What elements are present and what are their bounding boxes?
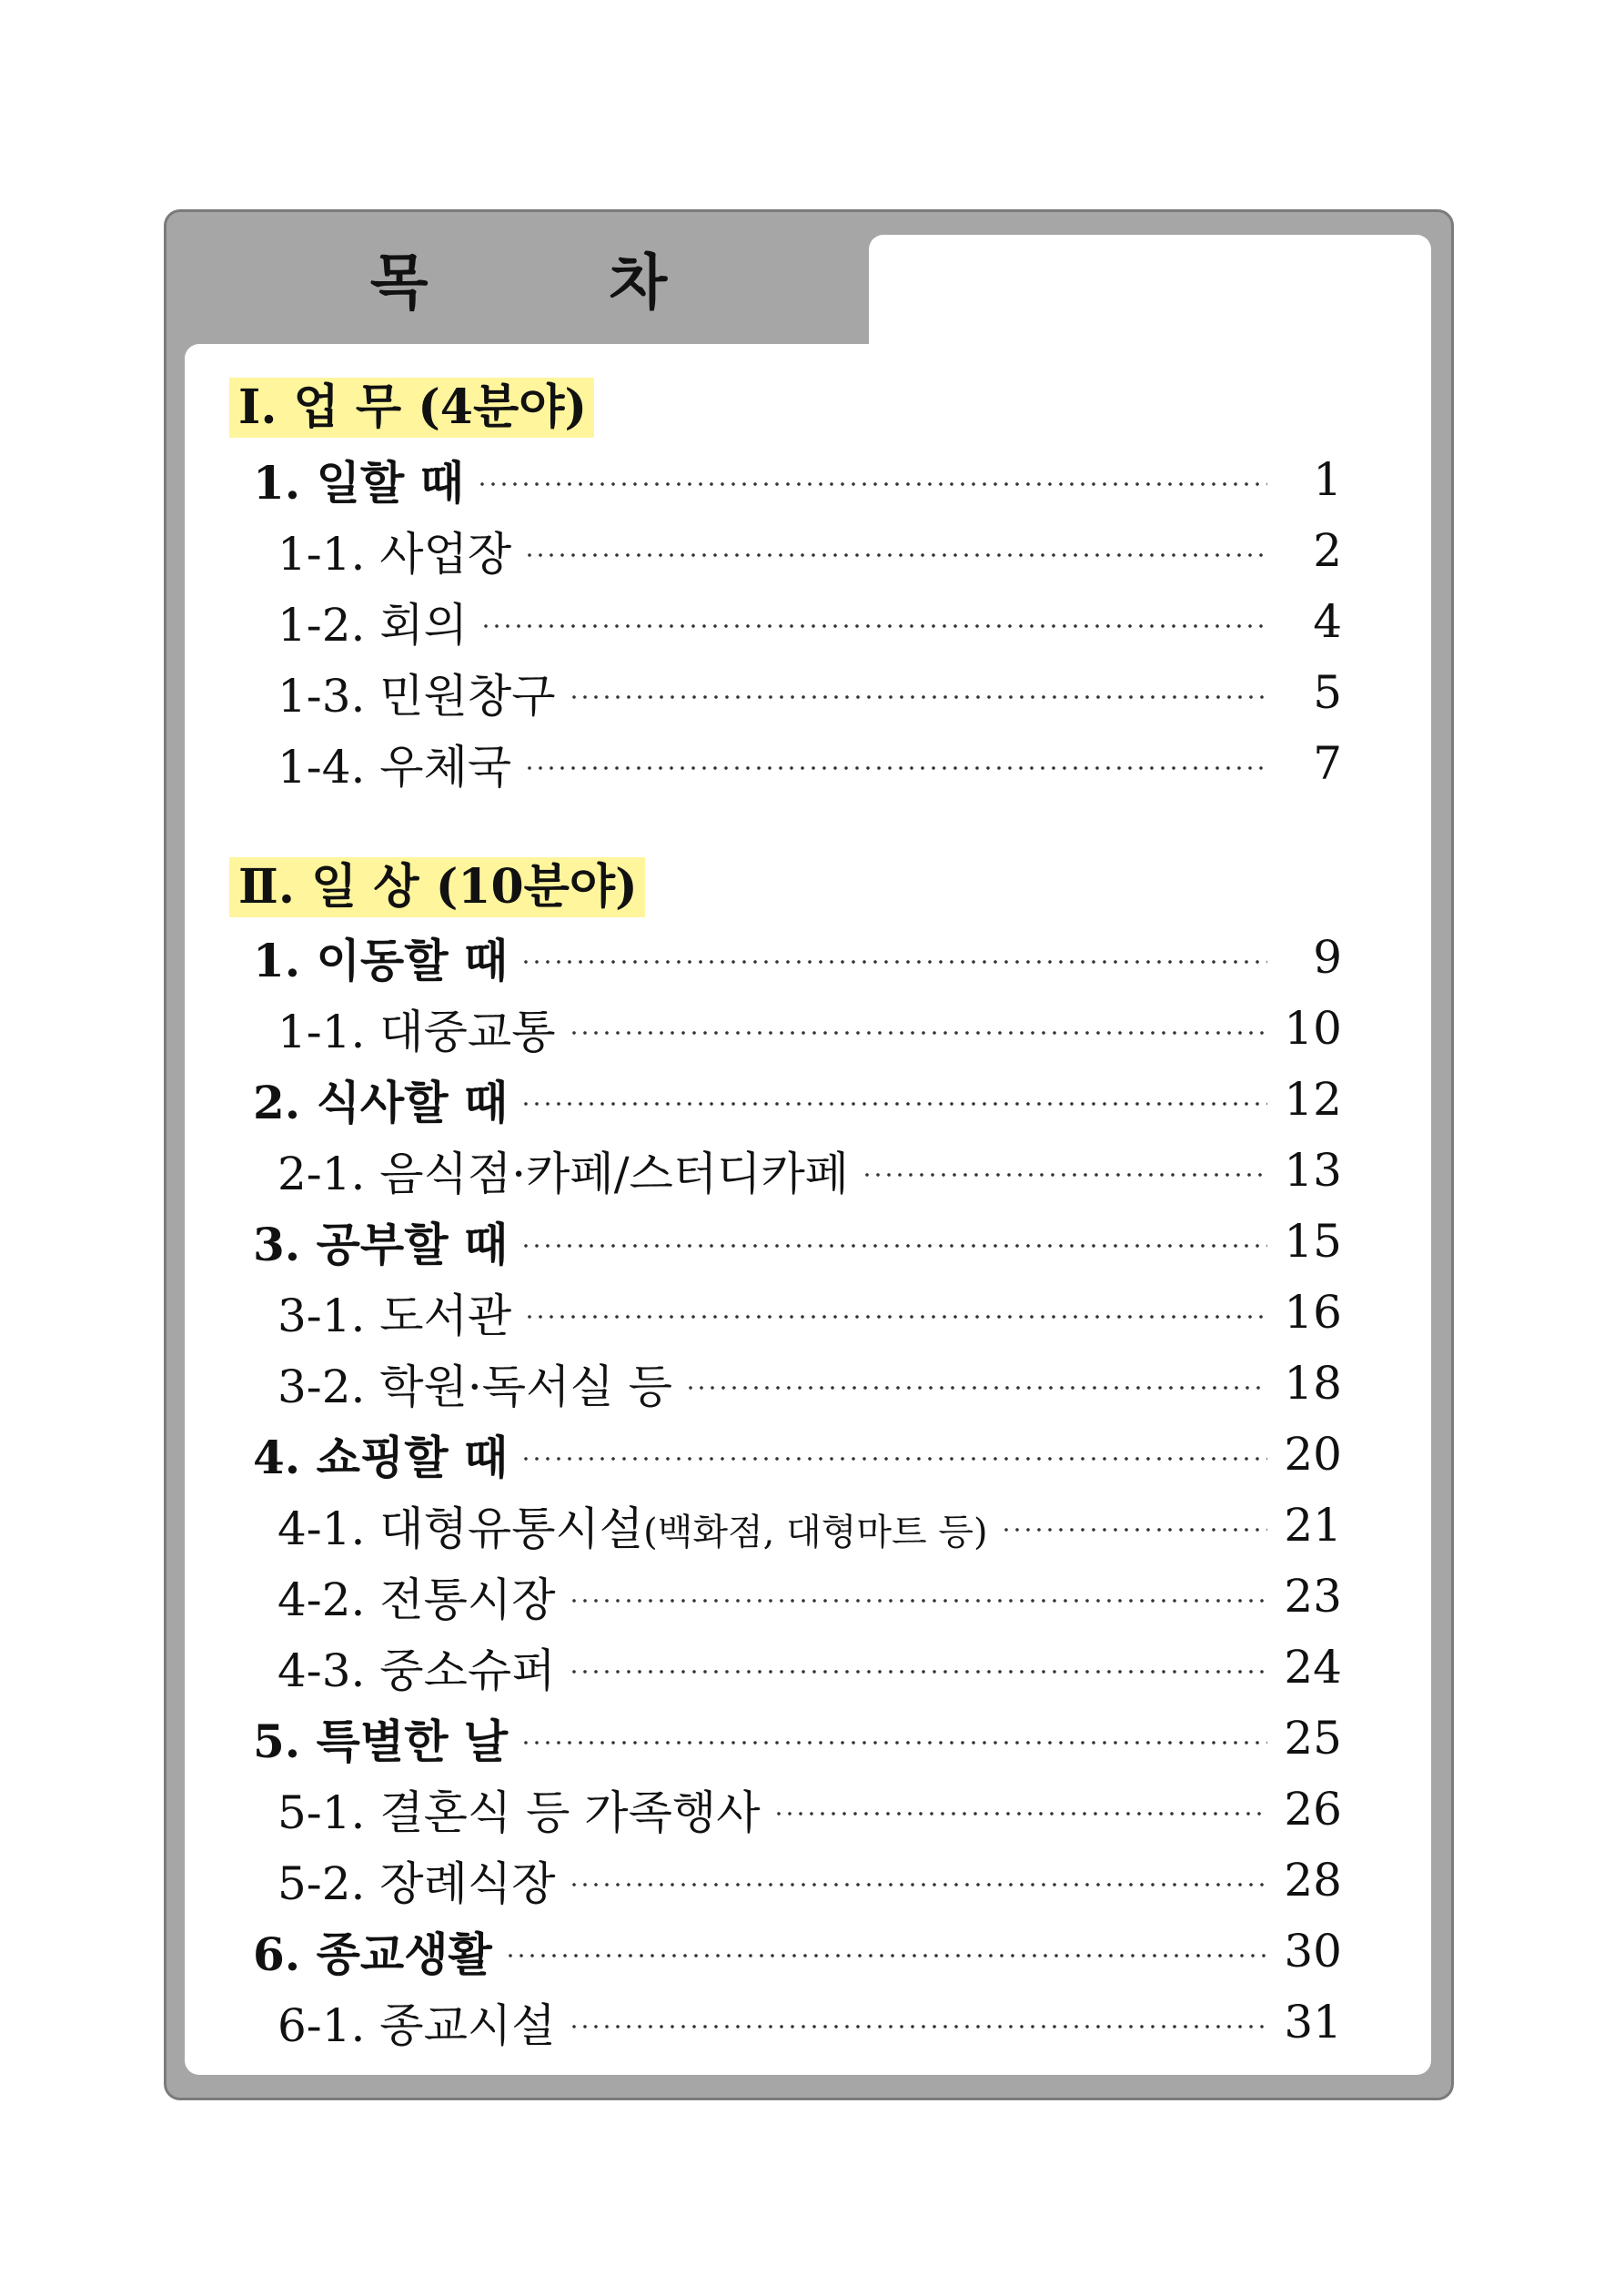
toc-entry-label: 5-1. 결혼식 등 가족행사 (277, 1786, 761, 1839)
dot-leader (520, 1457, 1267, 1461)
dot-leader (505, 1954, 1267, 1957)
toc-entry-page: 24 (1284, 1641, 1342, 1694)
toc-entry-page: 18 (1284, 1357, 1342, 1410)
toc-entry-page: 12 (1284, 1073, 1342, 1126)
toc-entry[interactable] (277, 1138, 1342, 1202)
dot-leader (569, 1670, 1267, 1674)
dot-leader (862, 1173, 1267, 1177)
toc-entry-label: 1-4. 우체국 (277, 741, 512, 794)
toc-entry-page: 23 (1284, 1570, 1342, 1623)
toc-entry-page: 2 (1313, 524, 1342, 577)
dot-leader (520, 960, 1267, 964)
toc-entry[interactable] (277, 1280, 1342, 1344)
toc-entry-page: 15 (1284, 1215, 1342, 1268)
toc-entry-label (277, 1492, 1001, 1558)
dot-leader (477, 482, 1267, 486)
dot-leader (569, 1883, 1267, 1886)
toc-entry[interactable] (277, 519, 1342, 582)
dot-leader (569, 2025, 1267, 2028)
dot-leader (524, 1315, 1267, 1319)
toc-entry[interactable] (253, 1422, 1342, 1486)
toc-entry-page: 25 (1284, 1712, 1342, 1765)
page-title: 목 차 (369, 247, 748, 318)
section-heading-daily-life: Ⅱ. 일 상 (10분야) (229, 857, 645, 917)
toc-entry-page: 20 (1284, 1428, 1342, 1481)
dot-leader (520, 1244, 1267, 1248)
toc-entry-label: 4-2. 전통시장 (277, 1573, 556, 1626)
toc-entry-label: 1. 일할 때 (253, 456, 464, 510)
dot-leader (524, 553, 1267, 557)
toc-entry-page: 31 (1284, 1996, 1342, 2048)
toc-entry-label: 1. 이동할 때 (253, 934, 509, 987)
toc-entry-label: 3-2. 학원·독서실 등 (277, 1360, 672, 1413)
dot-leader (685, 1386, 1267, 1390)
toc-entry-label: 5-2. 장례식장 (277, 1857, 556, 1910)
toc-entry[interactable] (253, 1706, 1342, 1770)
toc-entry-label: 1-3. 민원창구 (277, 670, 556, 723)
toc-entry-page: 26 (1284, 1783, 1342, 1836)
toc-entry[interactable] (277, 1564, 1342, 1628)
toc-entry[interactable] (253, 925, 1342, 989)
toc-entry[interactable] (253, 1067, 1342, 1131)
toc-entry[interactable] (253, 448, 1342, 511)
toc-entry[interactable] (277, 1777, 1342, 1841)
dot-leader (1001, 1528, 1267, 1532)
toc-entry-label: 1-2. 회의 (277, 599, 468, 652)
toc-entry[interactable] (277, 661, 1342, 724)
toc-entry-page: 1 (1313, 453, 1342, 506)
toc-entry-label-main: 4-1. 대형유통시설 (277, 1502, 644, 1555)
toc-entry[interactable] (277, 732, 1342, 795)
toc-entry-label: 2. 식사할 때 (253, 1076, 509, 1129)
toc-entry-page: 21 (1284, 1499, 1342, 1552)
toc-entry-label: 1-1. 사업장 (277, 528, 512, 581)
toc-entry-label: 4-3. 중소슈퍼 (277, 1644, 556, 1697)
toc-entry-label: 3-1. 도서관 (277, 1290, 512, 1342)
toc-entry-page: 9 (1313, 931, 1342, 984)
toc-entry-page: 30 (1284, 1925, 1342, 1977)
toc-entry[interactable] (277, 1990, 1342, 2054)
toc-entry[interactable] (277, 996, 1342, 1060)
toc-entry[interactable] (277, 1848, 1342, 1912)
toc-entry-page: 28 (1284, 1854, 1342, 1907)
toc-entry[interactable] (277, 1635, 1342, 1699)
toc-entry-page: 7 (1313, 737, 1342, 790)
toc-entry-label-note: (백화점, 대형마트 등) (643, 1512, 988, 1553)
toc-entry-label: 2-1. 음식점·카페/스터디카페 (277, 1148, 850, 1200)
toc-entry[interactable] (253, 1919, 1342, 1983)
toc-entry[interactable] (277, 1493, 1342, 1557)
dot-leader (569, 695, 1267, 699)
section-heading-work: Ⅰ. 업 무 (4분야) (229, 378, 594, 438)
dot-leader (520, 1741, 1267, 1745)
dot-leader (480, 624, 1267, 628)
toc-entry-page: 4 (1313, 595, 1342, 648)
dot-leader (569, 1031, 1267, 1035)
dot-leader (520, 1102, 1267, 1106)
toc-entry-label: 6-1. 종교시설 (277, 1999, 556, 2052)
toc-entry-label: 4. 쇼핑할 때 (253, 1431, 509, 1484)
toc-entry-page: 13 (1284, 1144, 1342, 1197)
toc-entry[interactable] (253, 1209, 1342, 1273)
toc-entry-page: 10 (1284, 1002, 1342, 1055)
dot-leader (569, 1599, 1267, 1603)
toc-entry-label: 6. 종교생활 (253, 1927, 492, 1981)
toc-entry-label: 3. 공부할 때 (253, 1218, 509, 1271)
toc-entry-page: 5 (1313, 666, 1342, 719)
toc-entry-label: 5. 특별한 날 (253, 1714, 509, 1768)
toc-entry-label: 1-1. 대중교통 (277, 1006, 556, 1058)
toc-entry[interactable] (277, 1351, 1342, 1415)
dot-leader (524, 766, 1267, 770)
toc-entry[interactable] (277, 590, 1342, 653)
dot-leader (773, 1812, 1268, 1816)
toc-entry-page: 16 (1284, 1286, 1342, 1339)
